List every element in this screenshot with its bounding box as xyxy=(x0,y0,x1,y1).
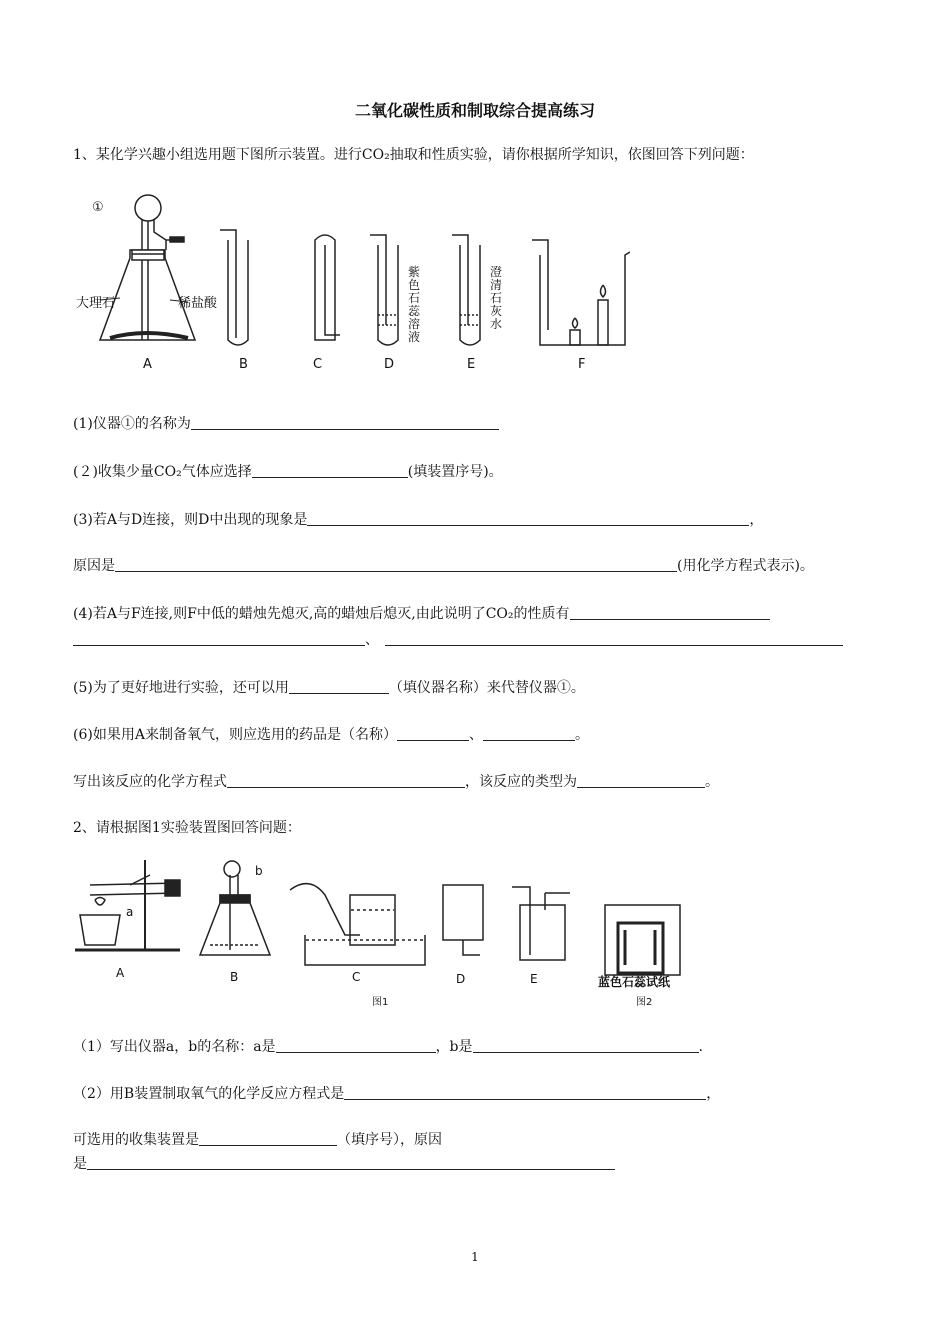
q1-part7 xyxy=(73,773,719,791)
q1-part6-end: 。 xyxy=(574,727,589,743)
q1-part5-suffix: （填仪器名称）来代替仪器①。 xyxy=(388,680,585,696)
answer-blank[interactable] xyxy=(227,773,465,788)
q1-part7-end: 。 xyxy=(705,774,719,790)
label-marble: 大理石 xyxy=(76,296,116,311)
q2-part1-text: （1）写出仪器a，b的名称：a是 xyxy=(73,1039,276,1055)
label-litmus: 紫色石蕊溶液 xyxy=(408,265,421,344)
apparatus-label-c: C xyxy=(352,970,361,984)
q2-apparatus-figure xyxy=(70,855,690,1005)
apparatus-label-e: E xyxy=(467,357,476,372)
answer-blank[interactable] xyxy=(289,679,389,694)
apparatus-label-c: C xyxy=(313,357,323,372)
answer-blank[interactable] xyxy=(577,773,705,788)
q2-part3-middle: （填序号），原因 xyxy=(337,1132,442,1148)
answer-blank[interactable] xyxy=(344,1085,706,1100)
answer-blank[interactable] xyxy=(115,557,677,572)
apparatus-e-drawing xyxy=(452,235,480,345)
apparatus-label-d: D xyxy=(384,357,395,372)
q1-part2 xyxy=(73,463,503,481)
answer-blank[interactable] xyxy=(73,631,365,646)
q2-part3-text: 可选用的收集装置是 xyxy=(73,1132,199,1148)
q1-intro: 1、某化学兴趣小组选用题下图所示装置。进行CO₂抽取和性质实验，请你根据所学知识，依图回答下列问题： xyxy=(73,147,754,163)
q1-part6 xyxy=(73,726,589,744)
figure-1-caption: 图1 xyxy=(372,997,389,1008)
apparatus-label-a: A xyxy=(143,357,152,372)
label-circle-1: ① xyxy=(92,200,104,215)
q1-part5-text: (5)为了更好地进行实验，还可以用 xyxy=(73,680,289,696)
label-dilute-hcl: 稀盐酸 xyxy=(178,296,218,311)
apparatus-label-d: D xyxy=(456,972,466,986)
q1-part4-sep: 、 xyxy=(365,632,379,648)
answer-blank[interactable] xyxy=(385,631,843,646)
q2-part2 xyxy=(73,1085,720,1103)
apparatus-d-drawing xyxy=(370,235,398,345)
q1-part5 xyxy=(73,679,585,697)
q1-part4-text: (4)若A与F连接,则F中低的蜡烛先熄灭,高的蜡烛后熄灭,由此说明了CO₂的性质有 xyxy=(73,606,570,622)
q1-part3-reason-text: 原因是 xyxy=(73,558,115,574)
q1-part7-middle: ，该反应的类型为 xyxy=(465,774,577,790)
apparatus-d-drawing xyxy=(443,885,483,955)
q1-apparatus-figure xyxy=(70,190,630,380)
apparatus-label-e: E xyxy=(530,972,538,986)
page-number: 1 xyxy=(471,1250,479,1264)
answer-blank[interactable] xyxy=(87,1155,615,1170)
answer-blank[interactable] xyxy=(199,1131,337,1146)
q2-part3-reason-text: 是 xyxy=(73,1156,87,1172)
answer-blank[interactable] xyxy=(276,1038,436,1053)
label-a: a xyxy=(126,905,134,919)
answer-blank[interactable] xyxy=(252,463,408,478)
answer-blank[interactable] xyxy=(397,726,469,741)
q1-part4-cont xyxy=(73,631,843,649)
q2-part1-end: . xyxy=(698,1039,703,1055)
apparatus-b-drawing xyxy=(220,230,248,345)
q1-part6-sep: 、 xyxy=(468,727,483,743)
q1-part3-comma: ， xyxy=(749,512,764,528)
q1-part3-reason-suffix: (用化学方程式表示)。 xyxy=(677,558,814,574)
apparatus-c-drawing xyxy=(315,235,340,340)
label-blue-litmus-paper: 蓝色石蕊试纸 xyxy=(598,975,671,989)
answer-blank[interactable] xyxy=(307,511,749,526)
page-title: 二氧化碳性质和制取综合提高练习 xyxy=(354,101,595,120)
q1-part3-text: (3)若A与D连接，则D中出现的现象是 xyxy=(73,512,308,528)
apparatus-label-b: B xyxy=(230,970,239,984)
q2-part1 xyxy=(73,1038,703,1056)
q1-part6-text: (6)如果用A来制备氧气，则应选用的药品是（名称） xyxy=(73,727,397,743)
q2-part2-comma: ， xyxy=(706,1086,721,1102)
apparatus-label-a: A xyxy=(116,966,125,980)
q1-part3-reason xyxy=(73,557,814,575)
answer-blank[interactable] xyxy=(570,605,770,620)
apparatus-c-drawing xyxy=(290,884,425,965)
q1-part2-text: (２)收集少量CO₂气体应选择 xyxy=(73,464,252,480)
answer-blank[interactable] xyxy=(473,1038,699,1053)
q2-part3-reason xyxy=(73,1155,615,1173)
answer-blank[interactable] xyxy=(483,726,575,741)
q1-part2-suffix: (填装置序号)。 xyxy=(407,464,503,480)
figure-2-caption: 图2 xyxy=(636,997,653,1008)
answer-blank[interactable] xyxy=(191,415,499,430)
q1-part4 xyxy=(73,605,770,623)
apparatus-e-drawing xyxy=(512,887,570,960)
label-limewater: 澄清石灰水 xyxy=(490,265,503,331)
apparatus-label-f: F xyxy=(578,357,586,372)
q1-part7-text: 写出该反应的化学方程式 xyxy=(73,774,227,790)
q1-part1 xyxy=(73,415,499,433)
figure-2-drawing xyxy=(605,905,680,975)
apparatus-a-drawing xyxy=(100,195,195,340)
q1-part3 xyxy=(73,511,763,529)
q2-part3 xyxy=(73,1131,442,1149)
apparatus-label-b: B xyxy=(239,357,248,372)
q1-part1-text: (1)仪器①的名称为 xyxy=(73,416,191,432)
q2-part1-middle: ，b是 xyxy=(435,1039,473,1055)
q2-part2-text: （2）用B装置制取氧气的化学反应方程式是 xyxy=(73,1086,345,1102)
label-b: b xyxy=(255,864,263,878)
apparatus-f-drawing xyxy=(532,240,630,345)
q2-intro: 2、请根据图1实验装置图回答问题： xyxy=(73,820,301,836)
